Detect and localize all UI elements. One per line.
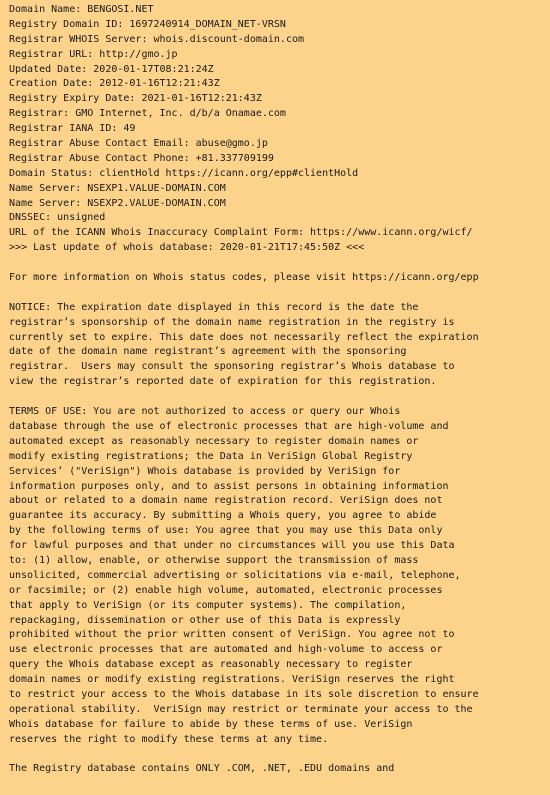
whois-line: Registrar URL: http://gmo.jp [9,48,178,60]
whois-line: to restrict your access to the Whois database in its sole discretion to ensure [9,688,479,700]
whois-line: domain names or modify existing registrations. VeriSign reserves the right [9,674,455,686]
whois-line: operational stability. VeriSign may restrict or terminate your access to the [9,703,473,715]
whois-line: automated except as reasonably necessary to register domain names or [9,435,419,447]
whois-line: unsolicited, commercial advertising or solicitations via e-mail, telephone, [9,569,461,581]
whois-line: Registrar IANA ID: 49 [9,123,136,135]
whois-line: DNSSEC: unsigned [9,212,106,224]
whois-line: Registrar Abuse Contact Email: abuse@gmo.jp [9,138,268,150]
whois-line: reserves the right to modify these terms at any time. [9,733,329,745]
whois-line: The Registry database contains ONLY .COM, .NET, .EDU domains and [9,763,395,775]
whois-line: Registrar: GMO Internet, Inc. d/b/a Onamae.com [9,108,286,120]
whois-line: TERMS OF USE: You are not authorized to access or query our Whois [9,406,401,418]
whois-line: Name Server: NSEXP1.VALUE-DOMAIN.COM [9,182,226,194]
whois-line: prohibited without the prior written consent of VeriSign. You agree not to [9,629,455,641]
whois-line: Services’ ("VeriSign") Whois database is provided by VeriSign for [9,465,401,477]
whois-line: Domain Name: BENGOSI.NET [9,4,154,15]
whois-line: currently set to expire. This date does not necessarily reflect the expiration [9,331,479,343]
whois-line: by the following terms of use: You agree that you may use this Data only [9,525,443,537]
whois-line: Registrar WHOIS Server: whois.discount-domain.com [9,33,305,45]
whois-line: database through the use of electronic processes that are high-volume and [9,420,449,432]
whois-line: guarantee its accuracy. By submitting a Whois query, you agree to abide [9,510,437,522]
whois-line: >>> Last update of whois database: 2020-01-21T17:45:50Z <<< [9,242,365,254]
whois-line: Updated Date: 2020-01-17T08:21:24Z [9,63,214,75]
whois-line: repackaging, dissemination or other use of this Data is expressly [9,614,401,626]
whois-line: registrar’s sponsorship of the domain name registration in the registry is [9,316,455,328]
whois-line: or facsimile; or (2) enable high volume, automated, electronic processes [9,584,443,596]
whois-line: Name Server: NSEXP2.VALUE-DOMAIN.COM [9,197,226,209]
whois-line: NOTICE: The expiration date displayed in this record is the date the [9,301,419,313]
whois-line: about or related to a domain name registration record. VeriSign does not [9,495,443,507]
whois-line: Whois database for failure to abide by these terms of use. VeriSign [9,718,413,730]
whois-line: for lawful purposes and that under no circumstances will you use this Data [9,540,455,552]
whois-line: Registry Domain ID: 1697240914_DOMAIN_NET-VRSN [9,18,286,30]
whois-line: registrar. Users may consult the sponsoring registrar’s Whois database to [9,361,455,373]
whois-line [9,390,550,405]
whois-line: date of the domain name registrant’s agreement with the sponsoring [9,346,407,358]
whois-line: to: (1) allow, enable, or otherwise support the transmission of mass [9,554,419,566]
whois-line: use electronic processes that are automated and high-volume to access or [9,644,443,656]
whois-line: query the Whois database except as reasonably necessary to register [9,659,413,671]
whois-line: Domain Status: clientHold https://icann.org/epp#clientHold [9,167,359,179]
whois-line: modify existing registrations; the Data in VeriSign Global Registry [9,450,413,462]
whois-line: Registry Expiry Date: 2021-01-16T12:21:43Z [9,93,262,105]
whois-line: Registrar Abuse Contact Phone: +81.337709199 [9,152,274,164]
whois-line: that apply to VeriSign (or its computer systems). The compilation, [9,599,407,611]
whois-line [9,748,550,763]
whois-line [9,286,550,301]
whois-line [9,256,550,271]
whois-line: For more information on Whois status codes, please visit https://icann.org/epp [9,272,479,284]
whois-line: Creation Date: 2012-01-16T12:21:43Z [9,78,220,90]
whois-line: URL of the ICANN Whois Inaccuracy Complaint Form: https://www.icann.org/wicf/ [9,227,473,239]
whois-line: information purposes only, and to assist persons in obtaining information [9,480,449,492]
whois-line: view the registrar’s reported date of expiration for this registration. [9,376,437,388]
